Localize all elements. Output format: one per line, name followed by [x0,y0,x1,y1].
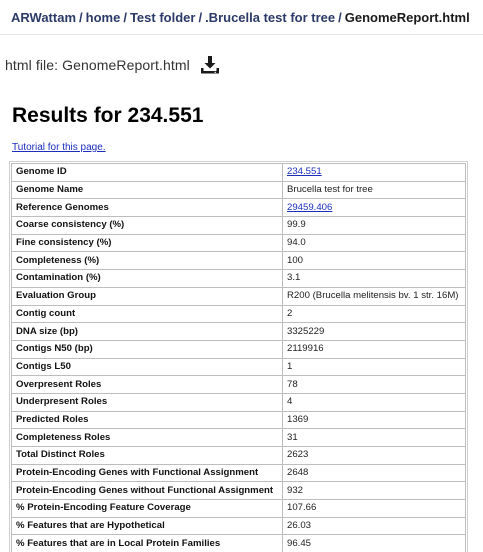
table-row [12,305,466,323]
table-row [12,535,466,552]
row-value: 99.9 [283,217,466,235]
table-row [12,447,466,465]
table-row [12,217,466,235]
row-value-cell [283,199,466,217]
table-row [12,270,466,288]
breadcrumb-link[interactable]: home [85,10,121,25]
row-value: 2119916 [283,340,466,358]
table-row [12,164,466,182]
row-label: Genome Name [12,181,283,199]
breadcrumb-link[interactable]: .Brucella test for tree [205,10,336,25]
breadcrumb-separator: / [79,10,83,25]
row-label: Completeness (%) [12,252,283,270]
row-value: 26.03 [283,517,466,535]
row-value: 96.45 [283,535,466,552]
row-value-link[interactable]: 234.551 [287,166,322,178]
breadcrumb-link[interactable]: Test folder [129,10,196,25]
row-value-cell [283,164,466,182]
row-label: Underpresent Roles [12,393,283,411]
row-value: 2 [283,305,466,323]
row-label: Contigs N50 (bp) [12,340,283,358]
row-value: 1369 [283,411,466,429]
row-label: % Protein-Encoding Feature Coverage [12,500,283,518]
row-value: 31 [283,429,466,447]
breadcrumb-separator: / [338,10,342,25]
row-label: Protein-Encoding Genes without Functional Assignment [12,482,283,500]
row-label: Reference Genomes [12,199,283,217]
table-row [12,199,466,217]
table-row [12,252,466,270]
row-label: DNA size (bp) [12,323,283,341]
row-value: 3325229 [283,323,466,341]
row-value: 100 [283,252,466,270]
header-divider [0,34,483,35]
breadcrumb [11,10,470,25]
breadcrumb-current: GenomeReport.html [344,10,470,25]
row-value: R200 (Brucella melitensis bv. 1 str. 16M) [283,287,466,305]
row-label: Contamination (%) [12,270,283,288]
row-value: 1 [283,358,466,376]
table-row [12,429,466,447]
row-label: Coarse consistency (%) [12,217,283,235]
table-row [12,464,466,482]
row-value: 932 [283,482,466,500]
row-label: Genome ID [12,164,283,182]
table-row [12,234,466,252]
table-row [12,376,466,394]
table-row [12,517,466,535]
row-value: 107.66 [283,500,466,518]
row-label: Predicted Roles [12,411,283,429]
download-icon[interactable] [200,55,220,75]
breadcrumb-separator: / [198,10,203,25]
table-row [12,287,466,305]
table-row [12,340,466,358]
table-row [12,411,466,429]
row-label: % Features that are in Local Protein Families [12,535,283,552]
table-row [12,323,466,341]
row-value: Brucella test for tree [283,181,466,199]
page-title: Results for 234.551 [12,104,204,127]
row-label: Protein-Encoding Genes with Functional Assignment [12,464,283,482]
row-label: Contig count [12,305,283,323]
row-label: Fine consistency (%) [12,234,283,252]
row-label: Evaluation Group [12,287,283,305]
table-row [12,482,466,500]
breadcrumb-separator: / [123,10,127,25]
file-line [5,55,220,75]
row-value: 78 [283,376,466,394]
row-label: Contigs L50 [12,358,283,376]
row-value: 4 [283,393,466,411]
table-row [12,358,466,376]
row-value: 2648 [283,464,466,482]
row-label: Overpresent Roles [12,376,283,394]
tutorial-link[interactable]: Tutorial for this page. [12,142,106,153]
table-row [12,181,466,199]
file-label: html file: GenomeReport.html [5,57,190,73]
breadcrumb-link[interactable]: ARWattam [11,10,77,25]
table-row [12,393,466,411]
row-label: Completeness Roles [12,429,283,447]
row-value: 2623 [283,447,466,465]
row-label: % Features that are Hypothetical [12,517,283,535]
row-label: Total Distinct Roles [12,447,283,465]
row-value: 3.1 [283,270,466,288]
table-row [12,500,466,518]
genome-report-table [11,163,466,552]
row-value: 94.0 [283,234,466,252]
row-value-link[interactable]: 29459.406 [287,201,333,213]
